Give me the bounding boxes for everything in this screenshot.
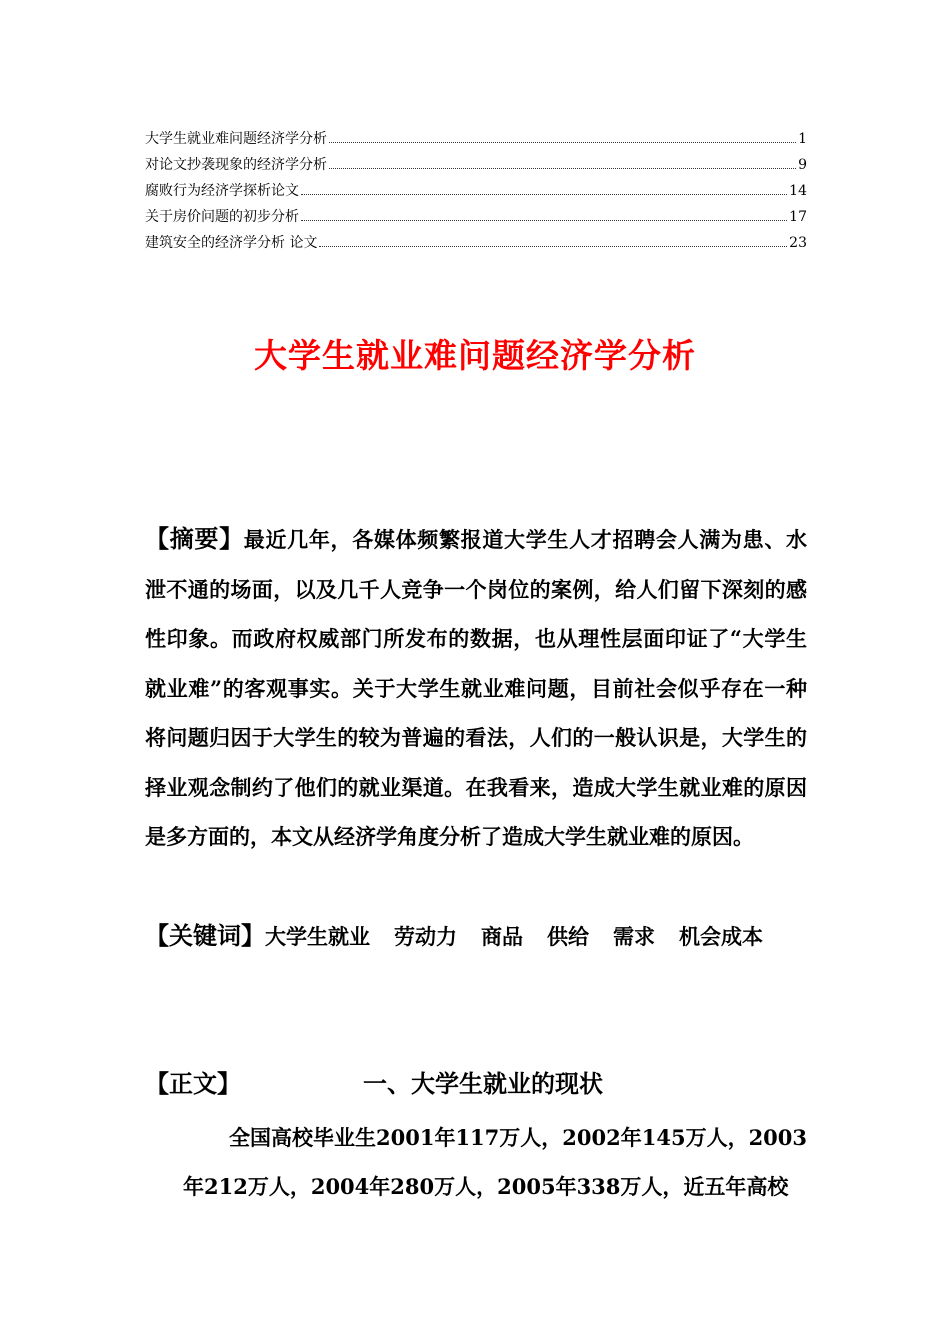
toc-entry-title: 建筑安全的经济学分析 论文: [145, 235, 318, 251]
toc-entry[interactable]: [145, 230, 807, 256]
keywords-paragraph: [145, 912, 807, 960]
keyword: 供给: [547, 924, 589, 949]
toc-dot-leader: [301, 194, 787, 195]
main-text-heading: [145, 1064, 807, 1104]
paragraph-line: 全国高校毕业生2001年117万人，2002年145万人，2003: [229, 1125, 808, 1150]
toc-entry[interactable]: [145, 152, 807, 178]
keyword: 大学生就业: [265, 924, 370, 949]
keywords-label: 【关键词】: [145, 921, 265, 950]
table-of-contents: [145, 126, 807, 256]
main-text-label: 【正文】: [145, 1069, 241, 1098]
main-paragraph: [145, 1113, 807, 1211]
keyword: 需求: [613, 924, 655, 949]
toc-entry[interactable]: [145, 126, 807, 152]
toc-entry-page: 17: [789, 209, 807, 225]
toc-dot-leader: [329, 168, 796, 169]
toc-entry-page: 14: [789, 183, 807, 199]
toc-entry-title: 大学生就业难问题经济学分析: [145, 131, 327, 147]
paragraph-line: 年212万人，2004年280万人，2005年338万人，近五年高校: [183, 1174, 789, 1199]
abstract-text: 最近几年，各媒体频繁报道大学生人才招聘会人满为患、水泄不通的场面，以及几千人竞争一个岗位的案例，给人们留下深刻的感性印象。而政府权威部门所发布的数据，也从理性层面印证了“大学生就业难”的客观事实。关于大学生就业难问题，目前社会似乎存在一种将问题归因于大学生的较为普遍的看法，人们的一般认识是，大学生的择业观念制约了他们的就业渠道。在我看来，造成大学生就业难的原因是多方面的，本文从经济学角度分析了造成大学生就业难的原因。: [145, 527, 808, 849]
toc-entry[interactable]: [145, 178, 807, 204]
section-title: 一、大学生就业的现状: [363, 1069, 603, 1098]
abstract-label: 【摘要】: [145, 524, 244, 553]
abstract-paragraph: [145, 514, 807, 862]
toc-entry-page: 23: [789, 235, 807, 251]
toc-entry-title: 腐败行为经济学探析论文: [145, 183, 299, 199]
toc-entry-title: 对论文抄袭现象的经济学分析: [145, 157, 327, 173]
toc-dot-leader: [301, 220, 787, 221]
toc-dot-leader: [319, 246, 787, 247]
keyword: 劳动力: [394, 924, 457, 949]
keyword: 机会成本: [679, 924, 763, 949]
document-title: 大学生就业难问题经济学分析: [254, 336, 696, 375]
toc-dot-leader: [329, 142, 796, 143]
toc-entry-page: 1: [798, 131, 807, 147]
toc-entry-title: 关于房价问题的初步分析: [145, 209, 299, 225]
toc-entry[interactable]: [145, 204, 807, 230]
keyword: 商品: [481, 924, 523, 949]
toc-entry-page: 9: [798, 157, 807, 173]
